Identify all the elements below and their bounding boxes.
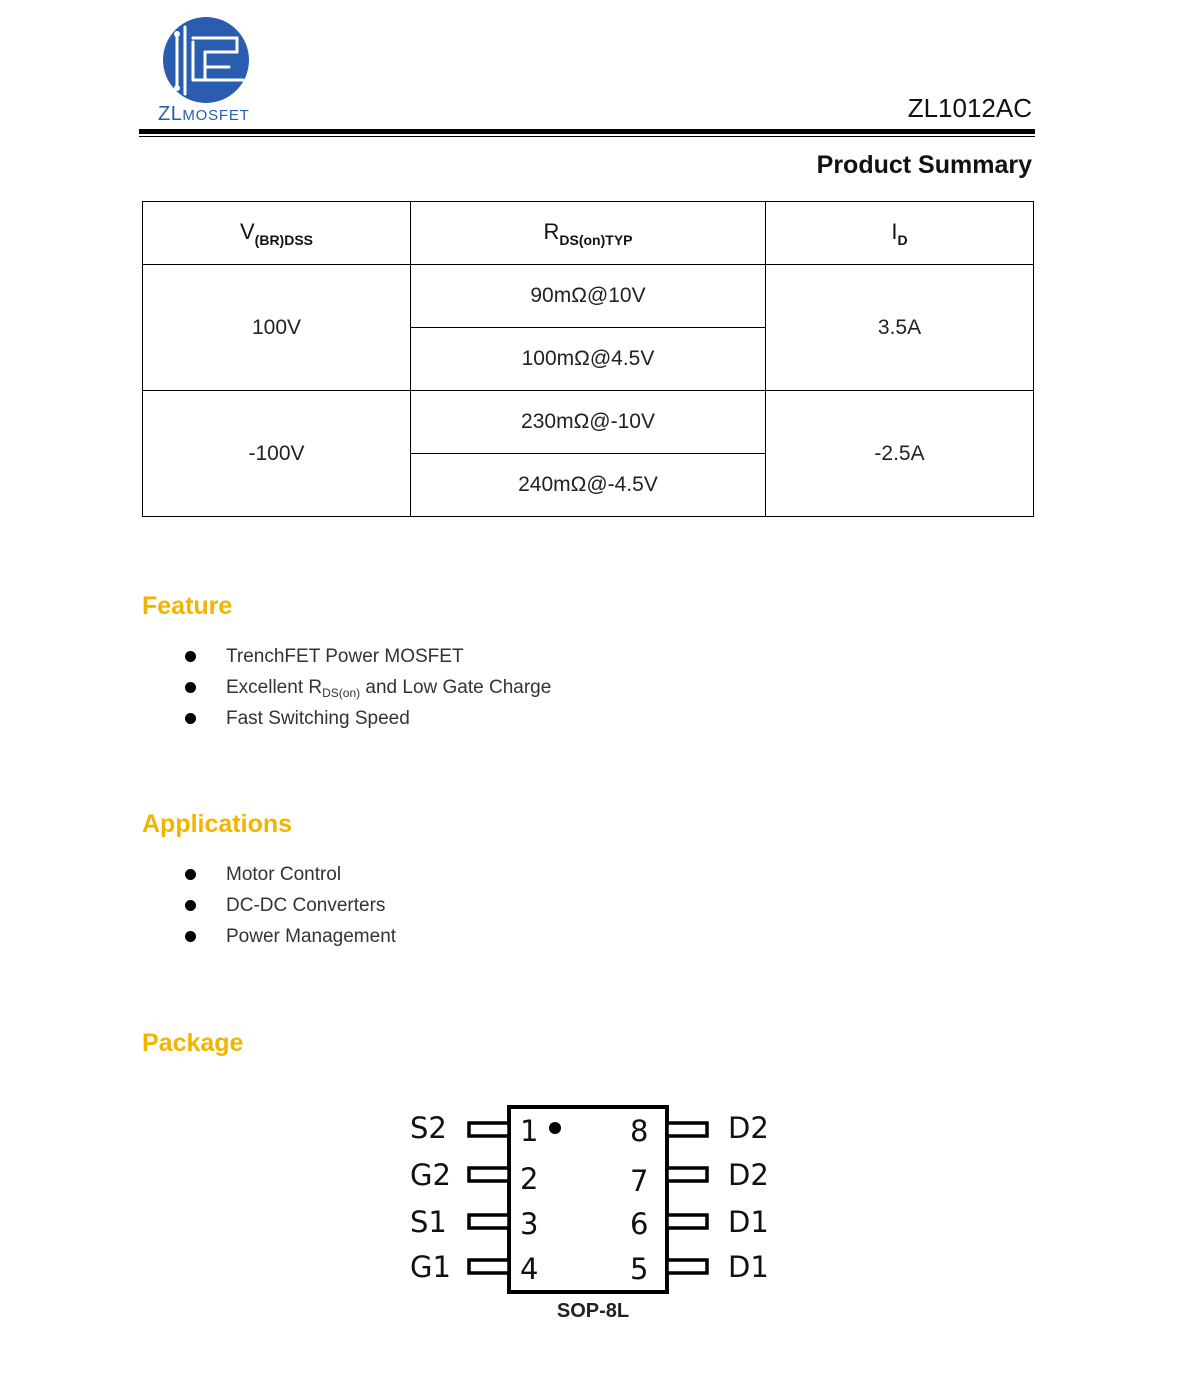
bullet-icon xyxy=(185,869,196,880)
pin-lead xyxy=(469,1168,509,1181)
pin-number: 6 xyxy=(630,1207,649,1241)
applications-list xyxy=(183,859,396,952)
pin-label: S1 xyxy=(410,1205,447,1239)
pin-lead xyxy=(469,1123,509,1136)
pin-number: 3 xyxy=(520,1207,539,1241)
feature-list xyxy=(183,641,551,734)
feature-heading: Feature xyxy=(142,592,233,620)
cell-id: -2.5A xyxy=(766,391,1034,517)
bullet-icon xyxy=(185,931,196,942)
header-divider xyxy=(139,129,1035,134)
pin-label: D1 xyxy=(728,1250,769,1284)
sop8-package-diagram xyxy=(400,1095,780,1330)
pin-lead xyxy=(469,1215,509,1228)
pin-lead xyxy=(667,1168,707,1181)
list-item: TrenchFET Power MOSFET xyxy=(183,641,551,672)
table-row xyxy=(143,391,1034,454)
cell-id: 3.5A xyxy=(766,265,1034,391)
pin-lead xyxy=(667,1215,707,1228)
list-item: Excellent $R_{DS(on)}$ and Low Gate Charge xyxy=(183,672,551,703)
cell-rds: 240mΩ@-4.5V xyxy=(411,454,766,517)
pin-label: D1 xyxy=(728,1205,769,1239)
package-name: SOP-8L xyxy=(556,1300,630,1322)
pin-label: D2 xyxy=(728,1158,769,1192)
list-item: Motor Control xyxy=(183,859,396,890)
pin-number: 8 xyxy=(630,1114,649,1148)
cell-vbr: 100V xyxy=(143,265,411,391)
pin-lead xyxy=(667,1123,707,1136)
pin-number: 2 xyxy=(520,1162,539,1196)
product-summary-table xyxy=(142,201,1034,517)
list-item: Power Management xyxy=(183,921,396,952)
cell-rds: 90mΩ@10V xyxy=(411,265,766,328)
header-vbr: $V_{(BR)DSS}$ xyxy=(143,202,411,265)
list-item: DC-DC Converters xyxy=(183,890,396,921)
bullet-icon xyxy=(185,651,196,662)
cell-rds: 100mΩ@4.5V xyxy=(411,328,766,391)
pin1-marker-icon xyxy=(549,1122,561,1134)
pin-label: D2 xyxy=(728,1111,769,1145)
header-divider-thin xyxy=(139,136,1035,137)
product-summary-title: Product Summary xyxy=(816,151,1032,179)
header-id: $I_D$ xyxy=(766,202,1034,265)
cell-vbr: -100V xyxy=(143,391,411,517)
applications-heading: Applications xyxy=(142,810,293,838)
header-rds: $R_{DS(on)TYP}$ xyxy=(411,202,766,265)
cell-rds: 230mΩ@-10V xyxy=(411,391,766,454)
list-item: Fast Switching Speed xyxy=(183,703,551,734)
part-number: ZL1012AC xyxy=(907,93,1032,123)
pin-label: G2 xyxy=(410,1158,451,1192)
bullet-icon xyxy=(185,900,196,911)
pin-lead xyxy=(469,1260,509,1273)
pin-label: G1 xyxy=(410,1250,451,1284)
pin-lead xyxy=(667,1260,707,1273)
pin-number: 5 xyxy=(630,1252,649,1286)
pin-number: 7 xyxy=(630,1164,649,1198)
table-row xyxy=(143,265,1034,328)
pin-number: 4 xyxy=(520,1252,539,1286)
logo-wordmark: ZLMOSFET xyxy=(158,103,250,125)
pin-number: 1 xyxy=(520,1114,539,1148)
bullet-icon xyxy=(185,682,196,693)
package-heading: Package xyxy=(142,1029,244,1057)
table-header-row xyxy=(143,202,1034,265)
bullet-icon xyxy=(185,713,196,724)
pin-label: S2 xyxy=(410,1111,447,1145)
